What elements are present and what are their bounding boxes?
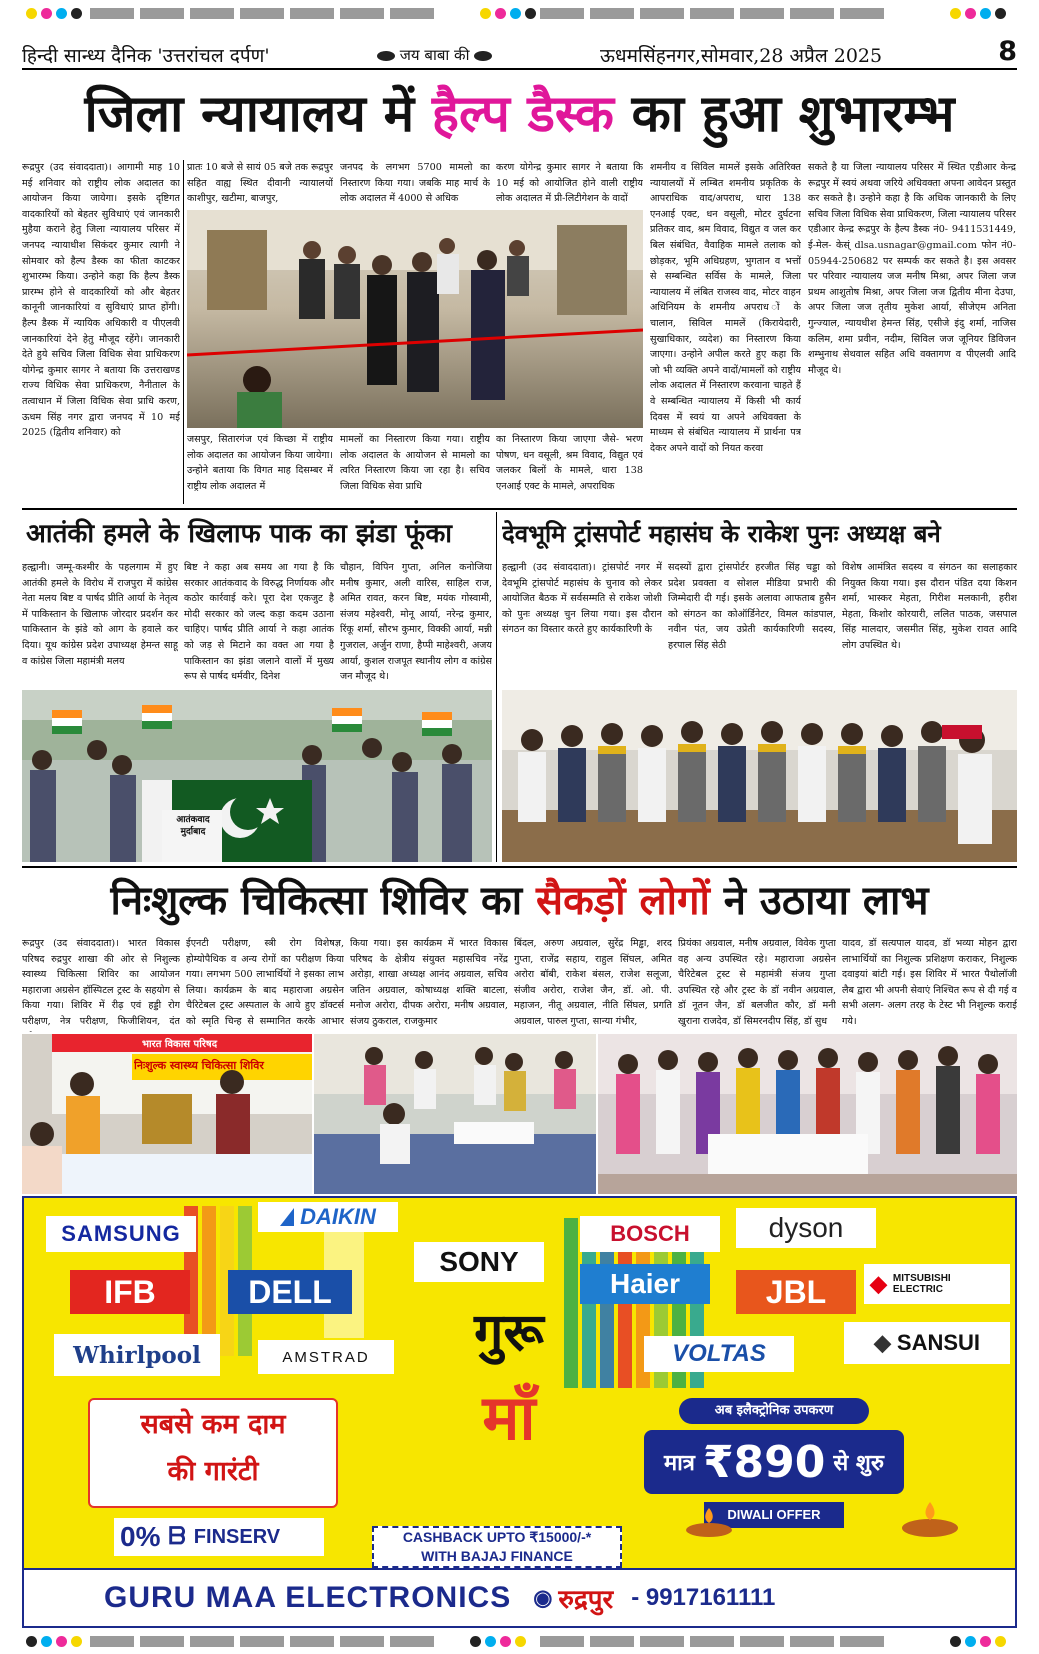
price-offer-panel: [644, 1398, 904, 1556]
story4-col2: ईएनटी परीक्षण, स्त्री रोग विशेषज्ञ, होम्योपैथिक व अन्य रोगों का परीक्षण किया गया। लगभग 500 लाभार्थियों ने इसका लाभ लिया। कार्यक्रम के बाद महाराजा अग्रसेन चैरिटेबल ट्रस्ट अस्पताल के आये हुए डॉक्टर्स को स्मृति चिन्ह से सम्मानित करके आभार: [186, 938, 344, 1027]
maa-word: माँ: [482, 1381, 536, 1454]
jbl-logo: JBL: [736, 1270, 856, 1314]
diya-lamp-icon: [684, 1504, 734, 1538]
story3-col3: विशेष आमंत्रित सदस्य व संगठन का सलाहकार नियुक्त किया गया। इस दौरान पंडित दया किशन शर्मा, भास्कर मेहता, गिरीश मलकानी, हरीश मेहता, किशोर कोरयारी, ललित पाठक, जसपाल सिंह मालदार, जसमीत सिंह, मुकेश रावत आदि लोग उपस्थित थे।: [842, 562, 1017, 651]
story4-col6: यादव, डॉ सत्यपाल यादव, डॉ भव्या मोहन द्वारा लाभार्थियों का निशुल्क प्रशिक्षण कराकर, निशुल्क दवाइयां बांटी गई। इस शिविर में भारत पैथोलॉजी लैब द्वारा भी अपनी सेवाएं निश्चित रूप से दी गई व सभी अलग- अलग तरह के टेस्ट भी निशुल्क कराई गये।: [842, 938, 1017, 1027]
medical-camp-checkup-photo: [314, 1034, 596, 1194]
flag-burning-protest-photo: [22, 690, 492, 862]
camp-banner-org: भारत विकास परिषद: [142, 1039, 218, 1050]
story1-col4-bottom: का निस्तारण किया जाएगा जैसे- भरण पोषण, धन वसूली, श्रम विवाद, विद्युत एवं जलकर बिलों के मामले, धारा 138 एनआई एक्ट के मामले, अपराधिक: [496, 434, 643, 492]
ad-footer: [24, 1568, 1015, 1626]
registration-bars-bottom-left: [90, 1636, 434, 1647]
registration-dots-left: [26, 8, 82, 19]
price-banner: मात्र ₹890 से शुरु: [644, 1430, 904, 1494]
masthead-slogan: जय बाबा की: [377, 45, 492, 65]
sony-logo: SONY: [414, 1242, 544, 1282]
story4-headline: निःशुल्क चिकित्सा शिविर का सैकड़ों लोगों ने उठाया लाभ: [110, 878, 929, 924]
cashback-offer-box: CASHBACK UPTO ₹15000/-* WITH BAJAJ FINANCE: [372, 1526, 622, 1568]
medical-camp-volunteers-photo: [598, 1034, 1017, 1194]
registration-dots-bottom-left: [26, 1636, 82, 1647]
medical-camp-felicitation-photo: [22, 1034, 312, 1194]
location-pin-icon: ◉: [533, 1585, 553, 1610]
sansui-logo: ◆ SANSUI: [844, 1322, 1010, 1364]
samsung-logo: SAMSUNG: [46, 1216, 196, 1252]
section-divider: [22, 508, 1017, 510]
daikin-logo: DAIKIN: [258, 1202, 398, 1232]
section-divider: [22, 866, 1017, 868]
story3-col1: हल्द्वानी (उद संवाददाता)। ट्रांसपोर्ट नगर में देवभूमि ट्रांसपोर्ट महासंघ के चुनाव को लेकर आयोजित बैठक में सर्वसम्मति से राकेश जोशी को पुनः अध्यक्ष चुन लिया गया। इस दौरान संगठन का विस्तार करते हुए कार्यकारिणी के: [502, 562, 662, 636]
guru-word: गुरू: [474, 1303, 544, 1363]
column-rule: [183, 160, 184, 504]
store-phone: - 9917161111: [631, 1584, 776, 1611]
amstrad-logo: AMSTRAD: [258, 1340, 394, 1374]
story4-col4: बिंदल, अरुण अग्रवाल, सुरेंद्र मिड्ढा, शरद गुप्ता, राजेंद्र सहाय, राहुल सिंघल, अमित अरोरा बॉबी, राकेश बंसल, राजेश सलूजा, संजीव अरोरा, राजेश जैन, डॉ. ओ. पी. महाजन, नीतू अग्रवाल, नीति सिंघल, प्रगति अग्रवाल, पारुल गुप्ता, सान्या गंभीर,: [514, 938, 672, 1027]
masthead: [22, 38, 1017, 70]
dateline: ऊधमसिंहनगर,सोमवार,28 अप्रैल 2025: [600, 45, 883, 67]
story1-col6: सकते है या जिला न्यायालय परिसर में स्थित एडीआर केन्द्र रूद्रपुर में स्वयं अथवा जरिये अधिवक्ता अपना आवेदन प्रस्तुत कर सकते है। उन्होने कहा है कि अधिक जानकारी के लिए सचिव जिला विधिक सेवा प्राधिकरण, जिला न्यायालय परिसर एडीआर केन्द्र रूद्रपुर के हैल्प डैस्क नं0- 9411531449, ई-मेल- केस्ं dlsa.usnagar@gmail.com फोन नं0-05944-250682 पर सम्पर्क कर सकते है। इस अवसर पर परिवार न्यायालय जज मनीष मिश्रा, अपर जिला जज प्रथम आशुतोष मिश्रा, अपर जिला जज द्वितीय मीना देउपा, अपर जिला जज तृतीय मुकेश आर्या, सीजेएम अनिता गुन्ज्याल, न्यायधीश हेमन्त सिंह, एसीजे इंदु शर्मा, नाजिस कलिम, शमा प्रवीन, नदीम, सिविल जज जूनियर डिविजन शम्भुनाथ सेथवाल सहित अधि वक्तागण व पीएलवी आदि मौजूद थे।: [808, 162, 1016, 376]
paper-name: हिन्दी सान्ध्य दैनिक 'उत्तरांचल दर्पण': [22, 45, 270, 67]
store-name: GURU MAA ELECTRONICS: [104, 1581, 512, 1614]
bosch-logo: BOSCH: [580, 1216, 720, 1252]
lowest-price-guarantee-badge: सबसे कम दाम की गारंटी: [88, 1398, 338, 1508]
guru-maa-brand-mark: [409, 1288, 609, 1478]
dell-logo: DELL: [228, 1270, 352, 1314]
camp-banner-title: निःशुल्क स्वास्थ्य चिकित्सा शिविर: [134, 1059, 264, 1072]
offer-caption: अब इलैक्ट्रोनिक उपकरण: [679, 1398, 869, 1424]
haier-logo: Haier: [580, 1264, 710, 1304]
registration-dots-bottom-center: [470, 1636, 526, 1647]
registration-bars-left: [90, 8, 434, 19]
story4-col5: प्रियंका अग्रवाल, मनीष अग्रवाल, विवेक गुप्ता वह अन्य उपस्थित रहे। महाराजा अग्रसेन चैरिटेबल ट्रस्ट से महामंत्री संजय गुप्ता उपस्थित रहे और ट्रस्ट के डॉ नवीन अग्रवाल, डॉ नूतन जैन, डॉ बलजीत कौर, डॉ मनी खुराना राजदेव, डॉ सिमरनदीप सिंह, डॉ सुध: [678, 938, 836, 1027]
whirlpool-logo: Whirlpool: [54, 1334, 220, 1376]
finserv-icon: ᗷ: [168, 1523, 186, 1550]
column-rule: [496, 512, 497, 862]
protest-placard: आतंकवाद मुर्दाबाद: [176, 815, 210, 837]
story4-col1: रूद्रपुर (उद संवाददाता)। भारत विकास परिषद रुद्रपुर शाखा की ओर से निशुल्क स्वास्थ्य चिकित्सा शिविर का आयोजन महाराजा अग्रसेन हॉस्पिटल ट्रस्ट के सहयोग से किया गया। शिविर में रीढ़ एवं हड्डी रोग परीक्षण, नेत्र परीक्षण, फिजीशियन, दंत: [22, 938, 180, 1027]
story2-headline: आतंकी हमले के खिलाफ पाक का झंडा फूंका: [26, 519, 453, 549]
story4-col3: किया गया। इस कार्यक्रम में भारत विकास परिषद के क्षेत्रीय संयुक्त महासचिव नरेंद्र अरोड़ा, शाखा अध्यक्ष आनंद अग्रवाल, सचिव जतिन अग्रवाल, कोषाध्यक्ष शक्ति बाटला, मनोज अरोरा, दीपक अरोरा, मनीष अग्रवाल, संजय ठुकराल, राजकुमार: [350, 938, 508, 1027]
story3-col2: सदस्यों द्वारा ट्रांसपोर्टर हरजीत सिंह चड्डा को प्रदेश प्रवक्ता व सोशल मीडिया प्रभारी की जिम्मेदारी दी गई। इसके अलावा आफताब हुसैन को संगठन का कोऑर्डिनेटर, विमल कांडपाल, नवीन पंत, जय उप्रेती कार्यकारिणी सदस्य, हरपाल सिंह सेठी: [668, 562, 836, 651]
story1-col3-bottom: मामलों का निस्तारण किया गया। राष्ट्रीय लोक अदालत के आयोजन से मामलो का त्वरित निस्तारण किया जा रहा है। सचिव जिला विधिक सेवा प्राधि: [340, 434, 490, 492]
story2-col2: बिष्ट ने कहा अब समय आ गया है कि सरकार आतंकवाद के विरुद्ध निर्णायक और कठोर कार्रवाई करे। पूरा देश एकजुट है मोदी सरकार को जल्द कड़ा कदम उठाना चाहिए। पार्षद प्रीति आर्या ने कहा आतंक को जड़ से मिटाने का वक्त आ गया है पाकिस्तान का झंडा जलाने वालों में मुख्य रूप से पार्षद धर्मवीर, दिनेश: [184, 562, 334, 683]
story1-col2-top: प्रातः 10 बजे से सायं 05 बजे तक रूद्रपुर सहित वाह्य स्थित दीवानी न्यायालयों काशीपुर, खटीमा, बाजपुर,: [187, 162, 333, 205]
story3-headline: देवभूमि ट्रांसपोर्ट महासंघ के राकेश पुनः अध्यक्ष बने: [502, 520, 941, 548]
registration-bars-right: [540, 8, 884, 19]
story1-col4-top: करण योगेन्द्र कुमार सागर ने बताया कि 10 मई को आयोजित होने वाली राष्ट्रीय लोक अदालत में प्री-लिटीगेशन के वादों: [496, 162, 643, 205]
voltas-logo: VOLTAS: [644, 1336, 794, 1372]
bajaj-finserv-badge: 0% ᗷ FINSERV: [114, 1518, 324, 1556]
dyson-logo: dyson: [736, 1208, 876, 1248]
story1-col5: शमनीय व सिविल मामलें इसके अतिरिक्त न्यायालयों में लम्बित शमनीय प्रकृतिक के आपराधिक वाद/अपराध, धारा 138 एनआई एक्ट, धन वसूली, मोटर दुर्घटना प्रतिकर वाद, श्रम विवाद, विद्युत व जल कर बिल संबंधित, वैवाहिक मामले तलाक को छोड़कर, भूमि अधिग्रहण, भुगतान व भत्तों से सम्बन्धित सर्विस के मामले, जिला न्यायालय में लंबित राजस्व वाद, मोटर वाहन अधिनियम के शमनीय अपराध ों के चालान, सिविल मामलें (किरायेदारी, सुखाधिकार, व्यदेश) का निस्तारण किया जाएगा। उन्होने अपील करते हुए कहा कि जो भी व्यक्ति अपने वादों/मामलों को राष्ट्रीय लोक अदालत में निस्तारण करवाना चाहते हैं वे सम्बन्धित न्यायालय में किसी भी कार्य दिवस में स्वयं या अपने अधिवक्ता के माध्यम से संबंधित न्यायालय में प्रार्थना पत्र देकर अपने वादों को नियत करवा: [650, 162, 801, 454]
story1-col2-bottom: जसपुर, सितारगंज एवं किच्छा में राष्ट्रीय लोक अदालत का आयोजन किया जायेगा। उन्होने बताया कि विगत माह दिसम्बर में राष्ट्रीय लोक अदालत में: [187, 434, 333, 492]
registration-dots-bottom-right: [950, 1636, 1006, 1647]
help-desk-inauguration-photo: [187, 210, 643, 428]
registration-dots-center: [480, 8, 536, 19]
ifb-logo: IFB: [70, 1270, 190, 1314]
story2-col3: चौहान, विपिन गुप्ता, अनिल कनोजिया मनीष कुमार, अली वारिस, साहिल राज, अमित रावत, करन बिष्ट, मयंक गोस्वामी, संजय महेश्वरी, मोनू आर्या, नरेन्द्र कुमार, रिंकू शर्मा, सौरभ कुमार, विक्की आर्या, मन्नी गुजराल, अर्जुन राणा, हैप्पी माहेश्वरी, अजय आर्या, कुशल राजपूत स्थानीय लोग व कांग्रेस जन मौजूद थे।: [340, 562, 492, 683]
diwali-offer-tag: DIWALI OFFER: [704, 1502, 844, 1528]
story1-col1: रूद्रपुर (उद संवाददाता)। आगामी माह 10 मई शनिवार को राष्ट्रीय लोक अदालत का आयोजन किया जायेगा। इसके दृष्टिगत वादकारियों को बेहतर सुविधाएं एवं जानकारी मुहैया कराने हेतु जिला न्यायालय परिसर में जनपद न्यायाधीश सिकंदर कुमार त्यागी ने सोमवार को हैल्प डैस्क का फीता काटकर शुभारम्भ किया। उन्होने कहा कि हैल्प डैस्क प्रारम्भ होने से वादकारियों को और बेहतर कानूनी जानकारियां व सुविधाएं प्राप्त होंगी। हैल्प डैस्क में न्यायिक अधिकारी व पीएलवी जानकारियां देने हेतु मौजूद रहेंगे। जानकारी देते हुये सचिव जिला विधिक सेवा प्राधिकरण योगेन्द्र कुमार सागर ने बताया कि उत्तराखण्ड राज्य विधिक सेवा प्राधिकरण, नैनीताल के तत्वाधान में जिला विधिक सेवा प्राधि करण, ऊधम सिंह नगर द्वारा जनपद में 10 मई 2025 (द्वितीय शनिवार) को: [22, 162, 180, 439]
registration-bars-bottom-right: [540, 1636, 884, 1647]
transport-federation-group-photo: [502, 690, 1017, 862]
story1-headline: जिला न्यायालय में हैल्प डैस्क का हुआ शुभारम्भ: [84, 85, 955, 144]
mitsubishi-logo: ◆ MITSUBISHI ELECTRIC: [864, 1264, 1010, 1304]
guru-maa-electronics-ad: [22, 1196, 1017, 1628]
diya-lamp-icon: [900, 1498, 960, 1538]
page-number: 8: [998, 36, 1017, 67]
story1-col3-top: जनपद के लगभग 5700 मामलो का निस्तारण किया गया। जबकि माह मार्च के लोक अदालत में 4000 से अधिक: [340, 162, 490, 205]
store-city: रुद्रपुर: [558, 1585, 614, 1615]
story2-col1: हल्द्वानी। जम्मू-कश्मीर के पहलगाम में हुए आतंकी हमले के विरोध में राजपुरा में कांग्रेस नेता मलय बिष्ट व पार्षद प्रीति आर्या के नेतृत्व में पाकिस्तान के खिलाफ जोरदार प्रदर्शन कर पाकिस्तान के झंडे को आग के हवाले कर दिया। यूथ कांग्रेस प्रदेश उपाध्यक्ष हेमन्त साहू व कांग्रेस जिला महामंत्री मलय: [22, 562, 178, 667]
registration-dots-right: [950, 8, 1006, 19]
